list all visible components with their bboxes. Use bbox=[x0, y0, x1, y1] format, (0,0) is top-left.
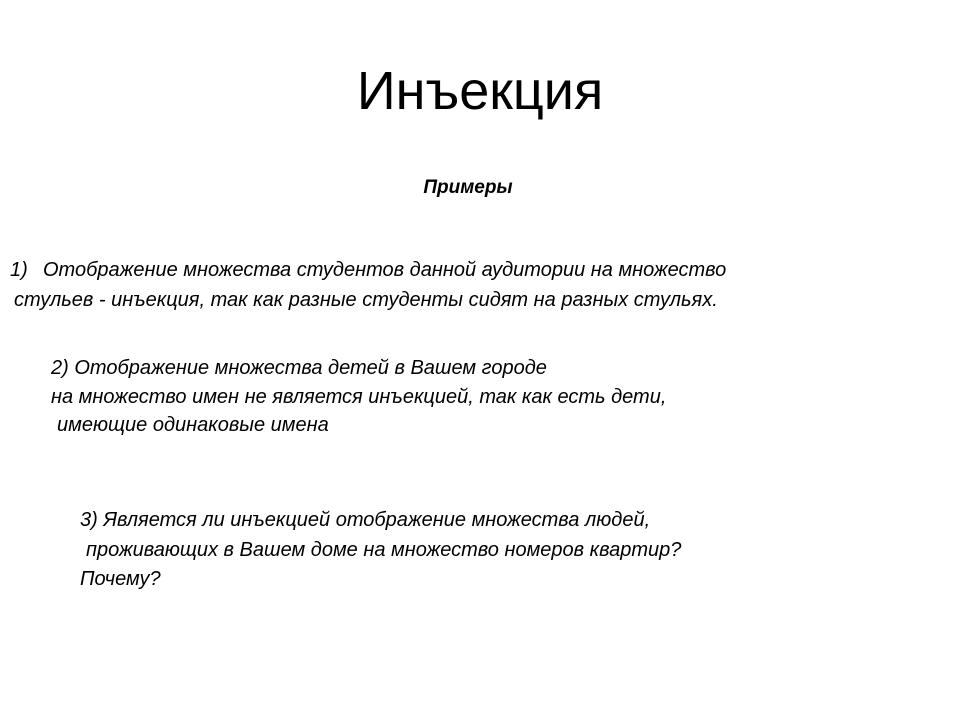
example-2-line-3: имеющие одинаковые имена bbox=[57, 414, 329, 436]
example-3-line-2: проживающих в Вашем доме на множество номеров квартир? bbox=[86, 539, 682, 561]
example-3-line-3: Почему? bbox=[80, 568, 161, 590]
example-1-line-1 bbox=[10, 257, 726, 283]
example-2-line-1: 2) Отображение множества детей в Вашем городе bbox=[51, 357, 547, 379]
example-1-line-1-text: Отображение множества студентов данной аудитории на множество bbox=[43, 259, 727, 281]
slide-subtitle: Примеры bbox=[423, 177, 513, 198]
example-2-line-2: на множество имен не является инъекцией, так как есть дети, bbox=[51, 386, 667, 408]
example-3-line-1: 3) Является ли инъекцией отображение множества людей, bbox=[80, 509, 651, 531]
example-1-number: 1) bbox=[10, 259, 28, 281]
example-1-line-2: стульев - инъекция, так как разные студенты сидят на разных стульях. bbox=[14, 289, 718, 311]
slide-title: Инъекция bbox=[356, 61, 604, 121]
